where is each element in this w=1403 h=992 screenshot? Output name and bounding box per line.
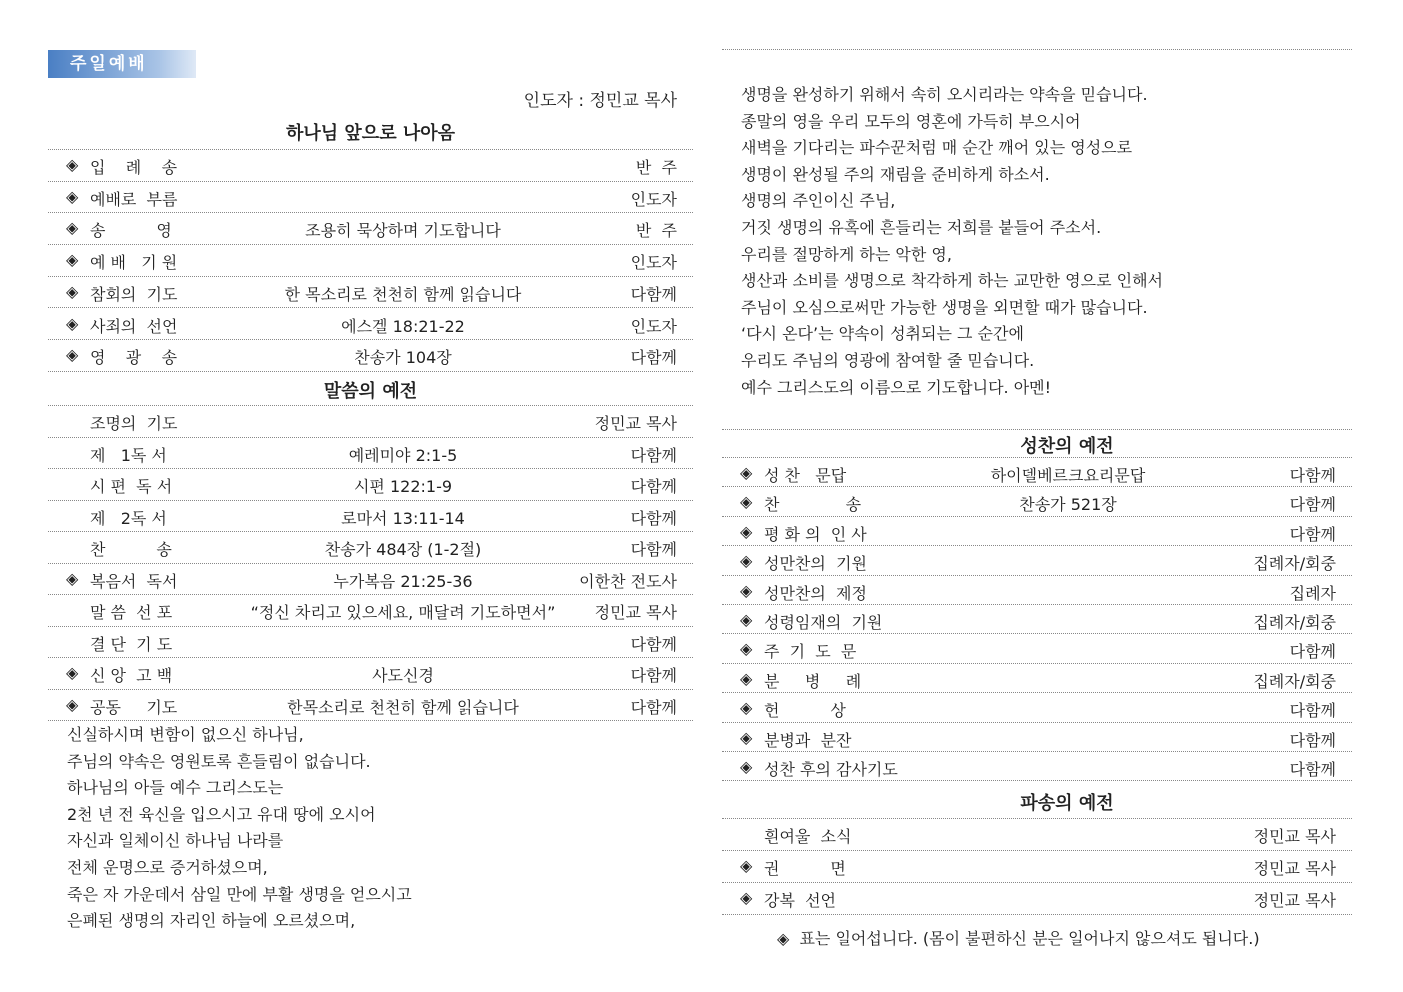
leader-line: 인도자 : 정민교 목사 (523, 91, 677, 111)
order-item-label: 조명의 기도 (90, 414, 178, 433)
order-item-detail: 사도신경 (372, 666, 434, 685)
order-item-label: 예배로 부름 (90, 189, 178, 209)
order-item-detail: 한목소리로 천천히 함께 읽습니다 (287, 697, 519, 717)
stand-marker: ◈ (740, 727, 753, 747)
order-item-label: 평 화 의 인 사 (764, 524, 867, 544)
order-row (48, 181, 693, 214)
order-item-person: 다함께 (1289, 642, 1336, 662)
order-row (722, 722, 1352, 752)
order-item-label: 권 면 (764, 859, 846, 878)
stand-marker: ◈ (740, 888, 753, 907)
order-row (48, 563, 693, 596)
order-row (48, 689, 693, 722)
order-item-person: 다함께 (630, 634, 677, 654)
prayer-line: 주님이 오심으로써만 가능한 생명을 외면할 때가 많습니다. (741, 297, 1148, 317)
stand-marker: ◈ (740, 698, 753, 718)
stand-marker: ◈ (740, 492, 753, 512)
prayer-line: 우리를 절망하게 하는 악한 영, (741, 244, 952, 264)
order-item-person: 다함께 (1289, 495, 1336, 515)
order-row (722, 486, 1352, 516)
order-item-label: 주 기 도 문 (764, 642, 857, 662)
stand-marker: ◈ (740, 580, 753, 600)
order-item-label: 송 영 (90, 221, 172, 241)
order-item-label: 제 2독 서 (90, 508, 167, 528)
order-item-label: 결 단 기 도 (90, 634, 173, 654)
order-item-label: 성만찬의 제정 (764, 583, 867, 603)
stand-marker: ◈ (66, 186, 79, 206)
order-item-person: 다함께 (630, 666, 677, 685)
order-item-label: 신 앙 고 백 (90, 666, 173, 685)
order-item-label: 흰여울 소식 (764, 827, 852, 846)
prayer-line: 우리도 주님의 영광에 참여할 줄 믿습니다. (741, 351, 1035, 370)
order-item-detail: 에스겔 18:21-22 (341, 316, 465, 336)
order-row (48, 149, 693, 182)
prayer-line: 은폐된 생명의 자리인 하늘에 오르셨으며, (67, 911, 356, 931)
order-item-detail: 찬송가 104장 (354, 348, 452, 368)
section-title-approach: 하나님 앞으로 나아옴 (285, 123, 456, 144)
order-row (722, 604, 1352, 634)
prayer-line: 종말의 영을 우리 모두의 영혼에 가득히 부으시어 (741, 111, 1081, 131)
stand-marker: ◈ (66, 568, 79, 588)
order-item-label: 찬 송 (90, 540, 172, 559)
eucharist-divider (722, 429, 1352, 430)
stand-marker: ◈ (740, 610, 753, 629)
prayer-line: 2천 년 전 육신을 입으시고 유대 땅에 오시어 (67, 804, 376, 824)
order-item-person: 다함께 (630, 697, 677, 717)
section-title-eucharist: 성찬의 예전 (1020, 436, 1114, 457)
order-item-person: 반 주 (635, 158, 677, 177)
stand-marker: ◈ (740, 856, 753, 875)
order-item-person: 다함께 (630, 508, 677, 528)
order-row (48, 244, 693, 277)
stand-marker: ◈ (740, 463, 753, 482)
order-item-label: 사죄의 선언 (90, 316, 178, 336)
stand-marker: ◈ (66, 218, 79, 238)
order-row (48, 531, 693, 564)
prayer-line: 전체 운명으로 증거하셨으며, (67, 858, 268, 877)
prayer-line: 생명의 주인이신 주님, (741, 191, 896, 211)
order-item-label: 시 편 독 서 (90, 477, 173, 496)
order-item-detail: 누가복음 21:25-36 (333, 571, 473, 591)
order-item-person: 집례자/회중 (1253, 554, 1336, 574)
order-item-person: 반 주 (635, 221, 677, 241)
order-item-label: 성 찬 문답 (764, 466, 847, 485)
order-row (722, 882, 1352, 915)
order-item-label: 영 광 송 (90, 348, 178, 368)
order-item-person: 다함께 (630, 477, 677, 496)
stand-marker: ◈ (66, 694, 79, 714)
order-row (722, 457, 1352, 487)
stand-marker: ◈ (66, 281, 79, 301)
order-item-label: 헌 상 (764, 701, 846, 721)
prayer-line: 하나님의 아들 예수 그리스도는 (67, 778, 284, 798)
order-row (48, 500, 693, 533)
order-item-label: 입 례 송 (90, 158, 178, 177)
order-item-label: 말 씀 선 포 (90, 603, 173, 622)
order-row (722, 575, 1352, 605)
order-item-person: 다함께 (630, 348, 677, 368)
order-item-label: 예 배 기 원 (90, 253, 178, 273)
order-item-person: 정민교 목사 (1253, 891, 1336, 910)
order-item-person: 인도자 (630, 253, 677, 273)
order-item-person: 다함께 (1289, 524, 1336, 544)
prayer-line: 새벽을 기다리는 파수꾼처럼 매 순간 깨어 있는 영성으로 (741, 138, 1133, 158)
top-divider (722, 49, 1352, 50)
prayer-line: ‘다시 온다’는 약속이 성취되는 그 순간에 (741, 324, 1024, 344)
order-item-detail: 예레미야 2:1-5 (348, 445, 458, 465)
prayer-line: 죽은 자 가운데서 삼일 만에 부활 생명을 얻으시고 (67, 884, 412, 904)
order-item-person: 다함께 (630, 540, 677, 559)
order-item-person: 다함께 (630, 445, 677, 465)
standing-footnote: ◈ 표는 일어섭니다. (몸이 불편하신 분은 일어나지 않으셔도 됩니다.) (777, 929, 1260, 948)
order-item-person: 다함께 (1289, 760, 1336, 779)
order-row (722, 633, 1352, 663)
section-title-word: 말씀의 예전 (323, 381, 418, 402)
order-item-label: 성만찬의 기원 (764, 554, 867, 574)
order-item-label: 분 병 례 (764, 671, 862, 691)
order-row (48, 468, 693, 501)
order-item-person: 집례자/회중 (1253, 613, 1336, 632)
order-row (722, 818, 1352, 851)
stand-marker: ◈ (740, 668, 753, 688)
order-row (722, 516, 1352, 546)
order-item-label: 강복 선언 (764, 891, 836, 910)
order-row (722, 663, 1352, 693)
prayer-line: 주님의 약속은 영원토록 흔들림이 없습니다. (67, 751, 371, 771)
order-item-person: 다함께 (1289, 701, 1336, 721)
prayer-line: 자신과 일체이신 하나님 나라를 (67, 831, 284, 851)
service-title-badge: 주일예배 (48, 50, 196, 78)
order-item-person: 다함께 (1289, 730, 1336, 750)
order-item-detail: 찬송가 521장 (1019, 495, 1117, 515)
order-row (48, 626, 693, 659)
order-row (48, 276, 693, 309)
order-item-person: 인도자 (630, 316, 677, 336)
order-item-person: 정민교 목사 (594, 603, 677, 622)
order-item-label: 공동 기도 (90, 697, 178, 717)
order-row (722, 850, 1352, 883)
order-item-person: 인도자 (630, 189, 677, 209)
order-item-person: 다함께 (630, 284, 677, 304)
order-item-label: 복음서 독서 (90, 571, 178, 591)
order-item-detail: 조용히 묵상하며 기도합니다 (305, 221, 501, 241)
stand-marker: ◈ (740, 639, 753, 659)
prayer-line: 생산과 소비를 생명으로 착각하게 하는 교만한 영으로 인해서 (741, 271, 1164, 291)
stand-marker: ◈ (66, 155, 79, 174)
order-row (48, 339, 693, 372)
order-item-detail: 하이델베르크요리문답 (990, 466, 1146, 485)
stand-marker: ◈ (740, 757, 753, 776)
order-item-label: 제 1독 서 (90, 445, 167, 465)
order-item-label: 참회의 기도 (90, 284, 178, 304)
order-item-person: 집례자 (1289, 583, 1336, 603)
order-item-detail: 로마서 13:11-14 (341, 508, 465, 528)
order-row (48, 437, 693, 470)
order-item-person: 이한찬 전도사 (579, 571, 677, 591)
order-row (722, 545, 1352, 575)
order-row (48, 594, 693, 627)
order-row (722, 751, 1352, 781)
order-item-person: 정민교 목사 (1253, 827, 1336, 846)
order-row (48, 308, 693, 341)
order-item-person: 집례자/회중 (1253, 671, 1336, 691)
order-item-detail: 찬송가 484장 (1-2절) (324, 540, 482, 559)
order-item-person: 다함께 (1289, 466, 1336, 485)
order-item-person: 정민교 목사 (594, 414, 677, 433)
stand-marker: ◈ (66, 345, 79, 365)
prayer-line: 신실하시며 변함이 없으신 하나님, (67, 725, 304, 744)
stand-marker: ◈ (66, 663, 79, 682)
section-title-sending: 파송의 예전 (1020, 793, 1114, 814)
prayer-line: 예수 그리스도의 이름으로 기도합니다. 아멘! (741, 377, 1052, 397)
order-item-label: 성찬 후의 감사기도 (764, 760, 898, 779)
order-item-label: 찬 송 (764, 495, 862, 515)
prayer-line: 생명을 완성하기 위해서 속히 오시리라는 약속을 믿습니다. (741, 85, 1148, 104)
order-item-detail: 한 목소리로 천천히 함께 읽습니다 (284, 284, 522, 304)
order-item-detail: “정신 차리고 있으세요, 매달려 기도하면서” (250, 603, 556, 622)
order-item-detail: 시편 122:1-9 (353, 477, 453, 496)
stand-marker: ◈ (66, 250, 79, 270)
stand-marker: ◈ (66, 313, 79, 333)
order-row (722, 692, 1352, 722)
order-row (48, 657, 693, 690)
order-item-label: 분병과 분잔 (764, 730, 852, 750)
prayer-line: 거짓 생명의 유혹에 흔들리는 저희를 붙들어 주소서. (741, 218, 1102, 237)
order-item-label: 성령임재의 기원 (764, 613, 883, 632)
prayer-line: 생명이 완성될 주의 재림을 준비하게 하소서. (741, 164, 1050, 184)
stand-marker: ◈ (740, 551, 753, 571)
stand-marker: ◈ (740, 521, 753, 541)
order-row (48, 405, 693, 438)
order-item-person: 정민교 목사 (1253, 859, 1336, 878)
order-row (48, 212, 693, 245)
